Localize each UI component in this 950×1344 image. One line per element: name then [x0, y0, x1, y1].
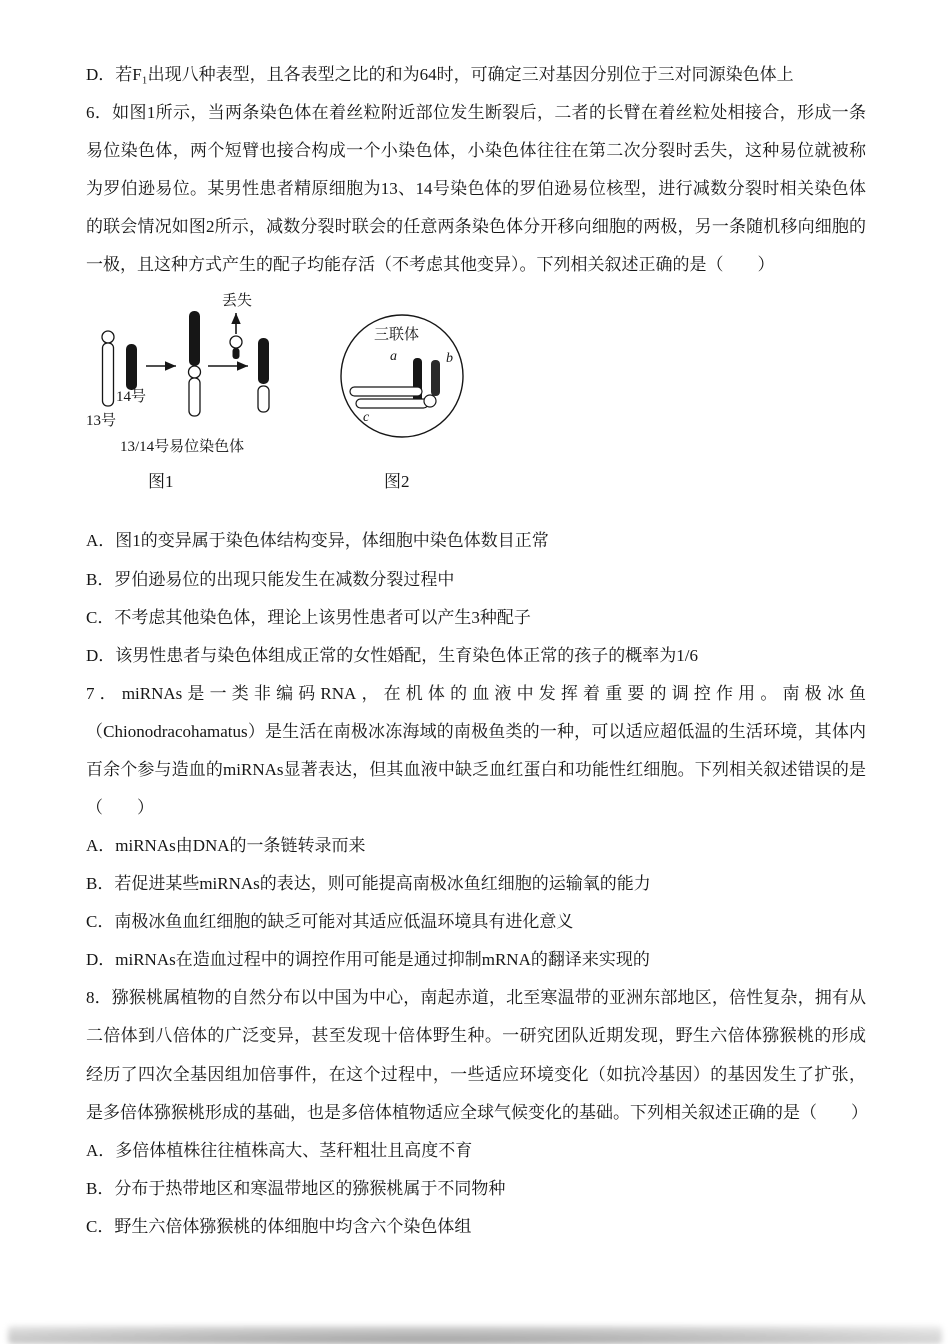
q7-option-c: C．南极冰鱼血红细胞的缺乏可能对其适应低温环境具有进化意义: [86, 912, 574, 932]
fig1-group: [86, 292, 269, 491]
q6-option-d: D．该男性患者与染色体组成正常的女性婚配，生育染色体正常的孩子的概率为1/6: [86, 645, 698, 665]
fig2-label-b: b: [446, 351, 453, 367]
q6-figure-svg: [86, 288, 566, 503]
prev-question-option-d: D．若F₁出现八种表型，且各表型之比的和为64时，可确定三对基因分别位于三对同源染色体上: [86, 65, 794, 84]
q7-stem: 7．miRNAs是一类非编码RNA，在机体的血液中发挥着重要的调控作用。南极冰鱼（Chionodracohamatus）是生活在南极冰冻海域的南极鱼类的一种，可以适应超低温的生活环境，其体内百余个参与造血的miRNAs显著表达，但其血液中缺乏血红蛋白和功能性红细胞。下列相关叙述错误的是（ ）: [86, 683, 866, 818]
fig1-translocation-chromosome: [189, 311, 201, 416]
question-8: [86, 979, 866, 1246]
page-bottom-shadow: [8, 1326, 942, 1344]
fig2-trivalent-label: 三联体: [374, 327, 420, 344]
fig1-lost-label: 丢失: [222, 293, 253, 310]
q6-option-a: A．图1的变异属于染色体结构变异，体细胞中染色体数目正常: [86, 531, 549, 551]
q6-option-b: B．罗伯逊易位的出现只能发生在减数分裂过程中: [86, 569, 455, 589]
q8-option-c: C．野生六倍体猕猴桃的体细胞中均含六个染色体组: [86, 1216, 472, 1236]
fig2-label-c: c: [363, 410, 370, 426]
fig1-result-chromosome: [258, 338, 269, 412]
fig1-chr13-label: 13号: [86, 413, 117, 430]
fig2-centromere-circle: [424, 395, 436, 407]
q7-option-b: B．若促进某些miRNAs的表达，则可能提高南极冰鱼红细胞的运输氧的能力: [86, 874, 651, 894]
fig1-chr14-label: 14号: [116, 389, 147, 406]
q6-figure: [86, 288, 866, 508]
fig2-bar-b: [431, 360, 440, 396]
q7-option-d: D．miRNAs在造血过程中的调控作用可能是通过抑制mRNA的翻译来实现的: [86, 950, 650, 970]
fig1-chromosome-13: [102, 331, 114, 406]
fig1-small-lost-chromosome: [230, 336, 242, 359]
q8-stem: 8．猕猴桃属植物的自然分布以中国为中心，南起赤道，北至寒温带的亚洲东部地区，倍性复杂，拥有从二倍体到八倍体的广泛变异，甚至发现十倍体野生种。一研究团队近期发现，野生六倍体猕猴桃的形成经历了四次全基因组加倍事件，在这个过程中，一些适应环境变化（如抗冷基因）的基因发生了扩张，是多倍体猕猴桃形成的基础，也是多倍体植物适应全球气候变化的基础。下列相关叙述正确的是（ ）: [86, 988, 868, 1122]
fig2-group: [341, 315, 463, 491]
fig1-caption: 图1: [148, 472, 174, 492]
fig1-chromosome-14: [126, 344, 137, 390]
fig2-label-a: a: [390, 349, 397, 365]
q6-stem: 6．如图1所示，当两条染色体在着丝粒附近部位发生断裂后，二者的长臂在着丝粒处相接合，形成一条易位染色体，两个短臂也接合构成一个小染色体，小染色体往往在第二次分裂时丢失，这种易位就被称为罗伯逊易位。某男性患者精原细胞为13、14号染色体的罗伯逊易位核型，进行减数分裂时相关染色体的联会情况如图2所示，减数分裂时联会的任意两条染色体分开移向细胞的两极，另一条随机移向细胞的一极，且这种方式产生的配子均能存活（不考虑其他变异）。下列相关叙述正确的是（ ）: [86, 103, 866, 275]
fig2-caption: 图2: [384, 472, 410, 492]
q8-option-b: B．分布于热带地区和寒温带地区的猕猴桃属于不同物种: [86, 1178, 506, 1198]
question-6: [86, 94, 866, 675]
q8-option-a: A．多倍体植株往往植株高大、茎秆粗壮且高度不育: [86, 1140, 473, 1160]
q6-option-c: C．不考虑其他染色体，理论上该男性患者可以产生3种配子: [86, 607, 531, 627]
fig2-bar-a: [413, 358, 422, 404]
q7-option-a: A．miRNAs由DNA的一条链转录而来: [86, 836, 366, 856]
question-7: [86, 675, 866, 980]
fig1-translocation-label: 13/14号易位染色体: [120, 439, 245, 456]
